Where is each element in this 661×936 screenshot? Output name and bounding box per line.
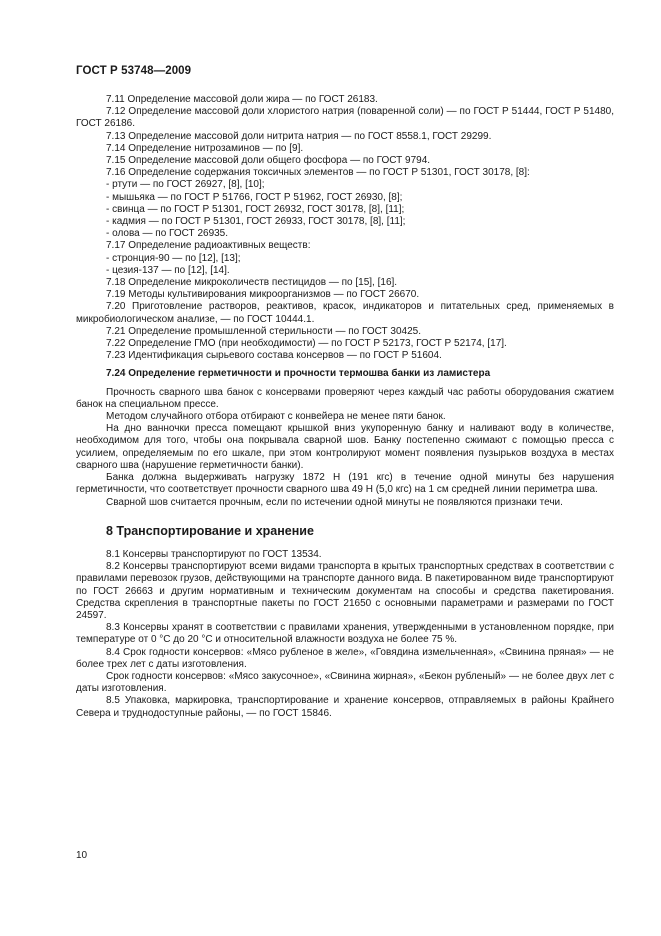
clause-7-13: 7.13 Определение массовой доли нитрита натрия — по ГОСТ 8558.1, ГОСТ 29299. [106, 130, 492, 142]
page-number: 10 [76, 850, 88, 861]
clause-7-20: 7.20 Приготовление растворов, реактивов, красок, индикаторов и питательных сред, применяемых в микробиологическом анализе, — по ГОСТ 10444.1. [76, 301, 614, 325]
clause-7-23: 7.23 Идентификация сырьевого состава консервов — по ГОСТ Р 51604. [106, 350, 442, 362]
list-item: - ртути — по ГОСТ 26927, [8], [10]; [106, 179, 265, 191]
paragraph: На дно ванночки пресса помещают крышкой вниз укупоренную банку и наливают воду в количестве, необходимом для того, чтобы она покрывала сварной шов. Банку постепенно сжимают с помощью пресса с усилием, определяемым по его шкале, при этом контролируют момент появления пузырьков воздуха в местах сварного шва (нарушение герметичности банки). [76, 423, 614, 471]
clause-8-5: 8.5 Упаковка, маркировка, транспортирование и хранение консервов, отправляемых в районы Крайнего Севера и труднодоступные районы, — по ГОСТ 15846. [76, 695, 614, 719]
clause-7-19: 7.19 Методы культивирования микроорганизмов — по ГОСТ 26670. [106, 289, 420, 301]
clause-7-12: 7.12 Определение массовой доли хлористого натрия (поваренной соли) — по ГОСТ Р 51444, ГОСТ Р 51480, ГОСТ 26186. [76, 106, 614, 130]
clause-8-4: 8.4 Срок годности консервов: «Мясо рубленое в желе», «Говядина измельченная», «Свинина пряная» — не более трех лет с даты изготовления. [76, 646, 614, 670]
paragraph: Методом случайного отбора отбирают с конвейера не менее пяти банок. [106, 411, 446, 423]
paragraph: Банка должна выдерживать нагрузку 1872 Н (191 кгс) в течение одной минуты без нарушения герметичности, что соответствует прочности сварного шва 49 Н (5,0 кгс) на 1 см средней линии периметра шва. [76, 472, 614, 496]
page-content [76, 94, 614, 720]
clause-7-24-title: 7.24 Определение герметичности и прочности термошва банки из ламистера [106, 368, 491, 380]
clause-7-15: 7.15 Определение массовой доли общего фосфора — по ГОСТ 9794. [106, 155, 431, 167]
clause-8-1: 8.1 Консервы транспортируют по ГОСТ 13534. [106, 548, 322, 560]
clause-8-3: 8.3 Консервы хранят в соответствии с правилами хранения, утвержденными в установленном порядке, при температуре от 0 °С до 20 °С и относительной влажности воздуха не более 75 %. [76, 622, 614, 646]
paragraph: Прочность сварного шва банок с консервами проверяют через каждый час работы оборудования сжатием банок на специальном прессе. [76, 386, 614, 410]
list-item: - мышьяка — по ГОСТ Р 51766, ГОСТ Р 51962, ГОСТ 26930, [8]; [106, 191, 403, 203]
clause-7-22: 7.22 Определение ГМО (при необходимости) — по ГОСТ Р 52173, ГОСТ Р 52174, [17]. [106, 338, 507, 350]
list-item: - свинца — по ГОСТ Р 51301, ГОСТ 26932, ГОСТ 30178, [8], [11]; [106, 203, 405, 215]
list-item: - стронция-90 — по [12], [13]; [106, 252, 241, 264]
clause-7-11: 7.11 Определение массовой доли жира — по ГОСТ 26183. [106, 94, 378, 105]
clause-7-18: 7.18 Определение микроколичеств пестицидов — по [15], [16]. [106, 277, 398, 289]
clause-7-17: 7.17 Определение радиоактивных веществ: [106, 240, 311, 252]
document-header: ГОСТ Р 53748—2009 [76, 65, 192, 77]
paragraph: Сварной шов считается прочным, если по истечении одной минуты не появляются признаки течи. [106, 496, 563, 508]
clause-7-14: 7.14 Определение нитрозаминов — по [9]. [106, 142, 304, 154]
list-item: - кадмия — по ГОСТ Р 51301, ГОСТ 26933, ГОСТ 30178, [8], [11]; [106, 216, 406, 228]
clause-8-2: 8.2 Консервы транспортируют всеми видами транспорта в крытых транспортных средствах в соответствии с правилами перевозок грузов, действующими на транспорте данного вида. В пакетированном виде транспортируют по ГОСТ 26663 и другим нормативным и техническим документам на способы и средства пакетирования. Средства скрепления в транспортные пакеты по ГОСТ 21650 с основными параметрами и размерами по ГОСТ 24597. [76, 561, 614, 621]
paragraph: Срок годности консервов: «Мясо закусочное», «Свинина жирная», «Бекон рубленый» — не более двух лет с даты изготовления. [76, 670, 614, 695]
clause-7-21: 7.21 Определение промышленной стерильности — по ГОСТ 30425. [106, 325, 422, 337]
list-item: - цезия-137 — по [12], [14]. [106, 264, 230, 276]
list-item: - олова — по ГОСТ 26935. [106, 228, 229, 240]
clause-7-16: 7.16 Определение содержания токсичных элементов — по ГОСТ Р 51301, ГОСТ 30178, [8]: [106, 167, 530, 179]
section-8-title: 8 Транспортирование и хранение [106, 523, 314, 538]
